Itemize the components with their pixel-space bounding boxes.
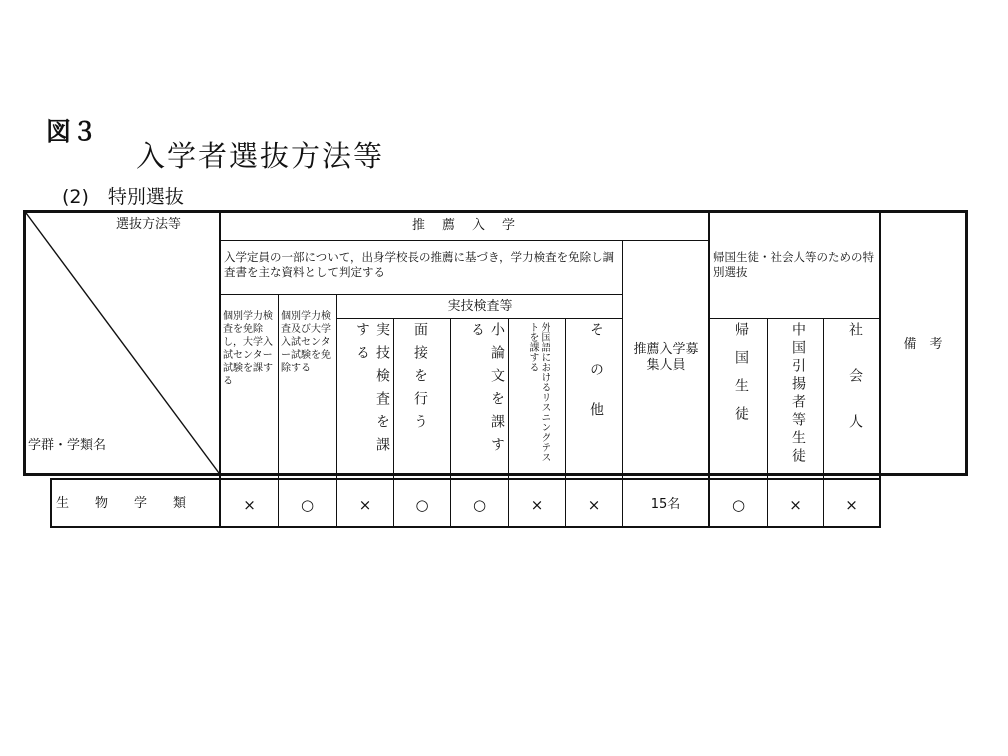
jitsugi-title: 実技検査等 <box>447 299 513 314</box>
table-right-border <box>965 210 968 476</box>
col-kobetsu-exempt-all: 個別学力検査及び大学入試センター試験を免除する <box>281 311 331 374</box>
cell-shoronbun: ○ <box>472 496 487 514</box>
col-chugoku: 中国引揚者等生徒 <box>790 322 806 466</box>
col-jitsugi: 実技検査を課する <box>354 322 390 460</box>
cell-kikoku: ○ <box>731 496 746 514</box>
cell-chugoku: × <box>789 496 802 514</box>
col-shoronbun: 小論文を課する <box>469 322 505 460</box>
col-listening: 外国語におけるリスニングテストを課する <box>527 322 550 462</box>
suisen-title-line <box>221 240 708 241</box>
cell-kobetsu-exempt-center: × <box>243 496 256 514</box>
corner-bottom-label: 学群・学類名 <box>28 438 107 453</box>
cell-shakai: × <box>845 496 858 514</box>
row-top-border <box>50 478 880 480</box>
jitsugi-title-line <box>337 318 623 319</box>
kikoku-title-line <box>710 318 879 319</box>
row-left-border <box>50 478 52 528</box>
suisen-desc-line <box>221 294 623 295</box>
row-bottom-border <box>50 526 880 528</box>
col-mensetsu: 面接を行う <box>412 322 428 437</box>
cell-jitsugi: × <box>358 496 372 514</box>
corner-diagonal <box>26 213 219 473</box>
suisen-description: 入学定員の一部について，出身学校長の推薦に基づき，学力検査を免除し調査書を主な資料として判定する <box>224 250 615 279</box>
divider-boshu <box>622 240 623 528</box>
row-department-name: 生 物 学 類 <box>56 496 187 511</box>
page-title: 入学者選抜方法等 <box>136 139 385 173</box>
cell-listening: × <box>530 496 544 514</box>
col-kikoku: 帰国生徒 <box>733 322 749 434</box>
cell-mensetsu: ○ <box>415 496 429 514</box>
cell-biko <box>881 486 965 524</box>
col-kobetsu-exempt-center: 個別学力検査を免除し，大学入試センター試験を課する <box>223 311 273 387</box>
cell-sonota: × <box>587 496 601 514</box>
col-shakai: 社会人 <box>847 322 863 460</box>
col-sonota: その他 <box>588 322 604 442</box>
cell-boshu-jinin: 15名 <box>650 497 681 512</box>
kikoku-title: 帰国生徒・社会人等のための特別選抜 <box>713 250 874 279</box>
divider-corner <box>219 210 221 528</box>
corner-top-label: 選抜方法等 <box>116 217 182 232</box>
suisen-title: 推 薦 入 学 <box>411 218 517 233</box>
cell-kobetsu-exempt-all: ○ <box>300 496 315 514</box>
section-title: (2) 特別選抜 <box>62 186 184 208</box>
divider-kikoku-end <box>879 210 881 528</box>
col-boshu-jinin: 推薦入学募集人員 <box>633 342 699 373</box>
col-biko: 備 考 <box>903 337 943 352</box>
header-bottom-border <box>23 473 968 476</box>
figure-label: 図３ <box>46 117 99 146</box>
divider-suisen-end <box>708 210 710 528</box>
